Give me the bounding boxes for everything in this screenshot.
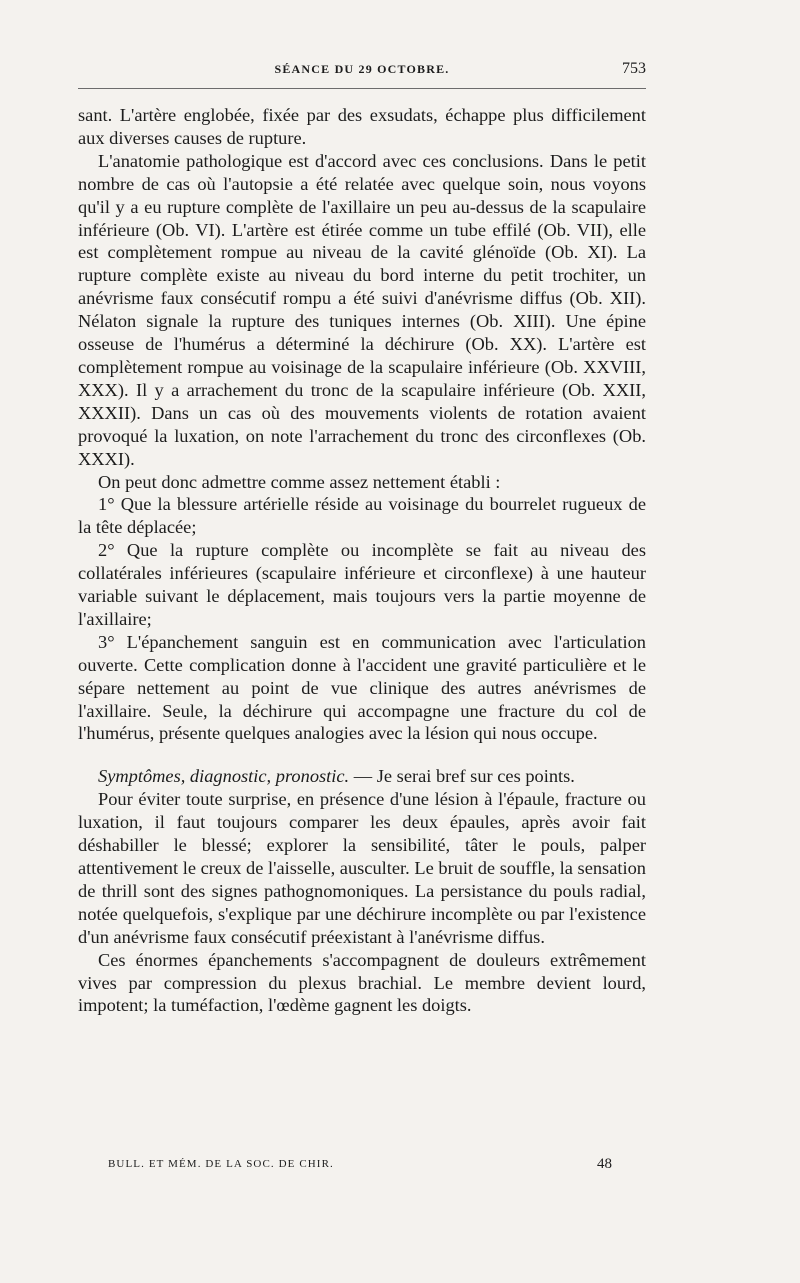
section-separator: — — [349, 766, 377, 787]
footer-journal: BULL. ET MÉM. DE LA SOC. DE CHIR. — [108, 1158, 334, 1170]
page-footer — [108, 1158, 612, 1176]
section-paragraph — [78, 765, 646, 788]
section-title: Symptômes, diagnostic, pronostic. — [98, 766, 350, 787]
section-lead-text: Je serai bref sur ces points. — [376, 766, 575, 787]
paragraph: 1° Que la blessure artérielle réside au voisinage du bourrelet rugueux de la tête déplacée; — [78, 494, 646, 538]
paragraph: 2° Que la rupture complète ou incomplète se fait au niveau des collatérales inférieures (scapulaire inférieure et circonflexe) à une hauteur variable suivant le déplacement, mais toujours vers la partie moyenne de l'axillaire; — [78, 540, 646, 629]
body-text — [78, 104, 646, 1017]
paragraph: 3° L'épanchement sanguin est en communication avec l'articulation ouverte. Cette complication donne à l'accident une gravité particulière et le sépare nettement au point de vue clinique des autres anévrismes de l'axillaire. Seule, la déchirure qui accompagne une fracture du col de l'humérus, présente quelques analogies avec la lésion qui nous occupe. — [78, 631, 646, 744]
paragraph: Pour éviter toute surprise, en présence d'une lésion à l'épaule, fracture ou luxation, il faut toujours comparer les deux épaules, après avoir fait déshabiller le blessé; explorer la sensibilité, tâter le pouls, palper attentivement le creux de l'aisselle, ausculter. Le bruit de souffle, la sensation de thrill sont des signes pathognomoniques. La persistance du pouls radial, notée quelquefois, s'explique par une déchirure incomplète ou par l'existence d'un anévrisme faux consécutif préexistant à l'anévrisme diffus. — [78, 789, 646, 947]
page-header — [78, 62, 646, 82]
paragraph: L'anatomie pathologique est d'accord avec ces conclusions. Dans le petit nombre de cas où l'autopsie a été relatée avec quelque soin, nous voyons qu'il y a eu rupture complète de l'axillaire un peu au-dessus de la scapulaire inférieure (Ob. VI). L'artère est étirée comme un tube effilé (Ob. VII), elle est complètement rompue au niveau de la cavité glénoïde (Ob. XI). La rupture complète existe au niveau du bord interne du petit trochiter, un anévrisme faux consécutif rompu a été suivi d'anévrisme diffus (Ob. XII). Nélaton signale la rupture des tuniques internes (Ob. XIII). Une épine osseuse de l'humérus a déterminé la déchirure (Ob. XX). L'artère est complètement rompue au voisinage de la scapulaire inférieure (Ob. XXVIII, XXX). Il y a arrachement du tronc de la scapulaire inférieure (Ob. XXII, XXXII). Dans un cas où des mouvements violents de rotation avaient provoqué la luxation, on note l'arrachement du tronc des circonflexes (Ob. XXXI). — [78, 150, 646, 469]
paragraph: sant. L'artère englobée, fixée par des exsudats, échappe plus difficilement aux diverses causes de rupture. — [78, 105, 646, 148]
paragraph: Ces énormes épanchements s'accompagnent de douleurs extrêmement vives par compression du plexus brachial. Le membre devient lourd, impotent; la tuméfaction, l'œdème gagnent les doigts. — [78, 949, 646, 1016]
header-rule — [78, 88, 646, 89]
running-title: SÉANCE DU 29 OCTOBRE. — [274, 62, 450, 76]
paragraph: On peut donc admettre comme assez nettement établi : — [98, 471, 501, 492]
signature-mark: 48 — [597, 1156, 612, 1172]
page-number: 753 — [622, 60, 646, 77]
